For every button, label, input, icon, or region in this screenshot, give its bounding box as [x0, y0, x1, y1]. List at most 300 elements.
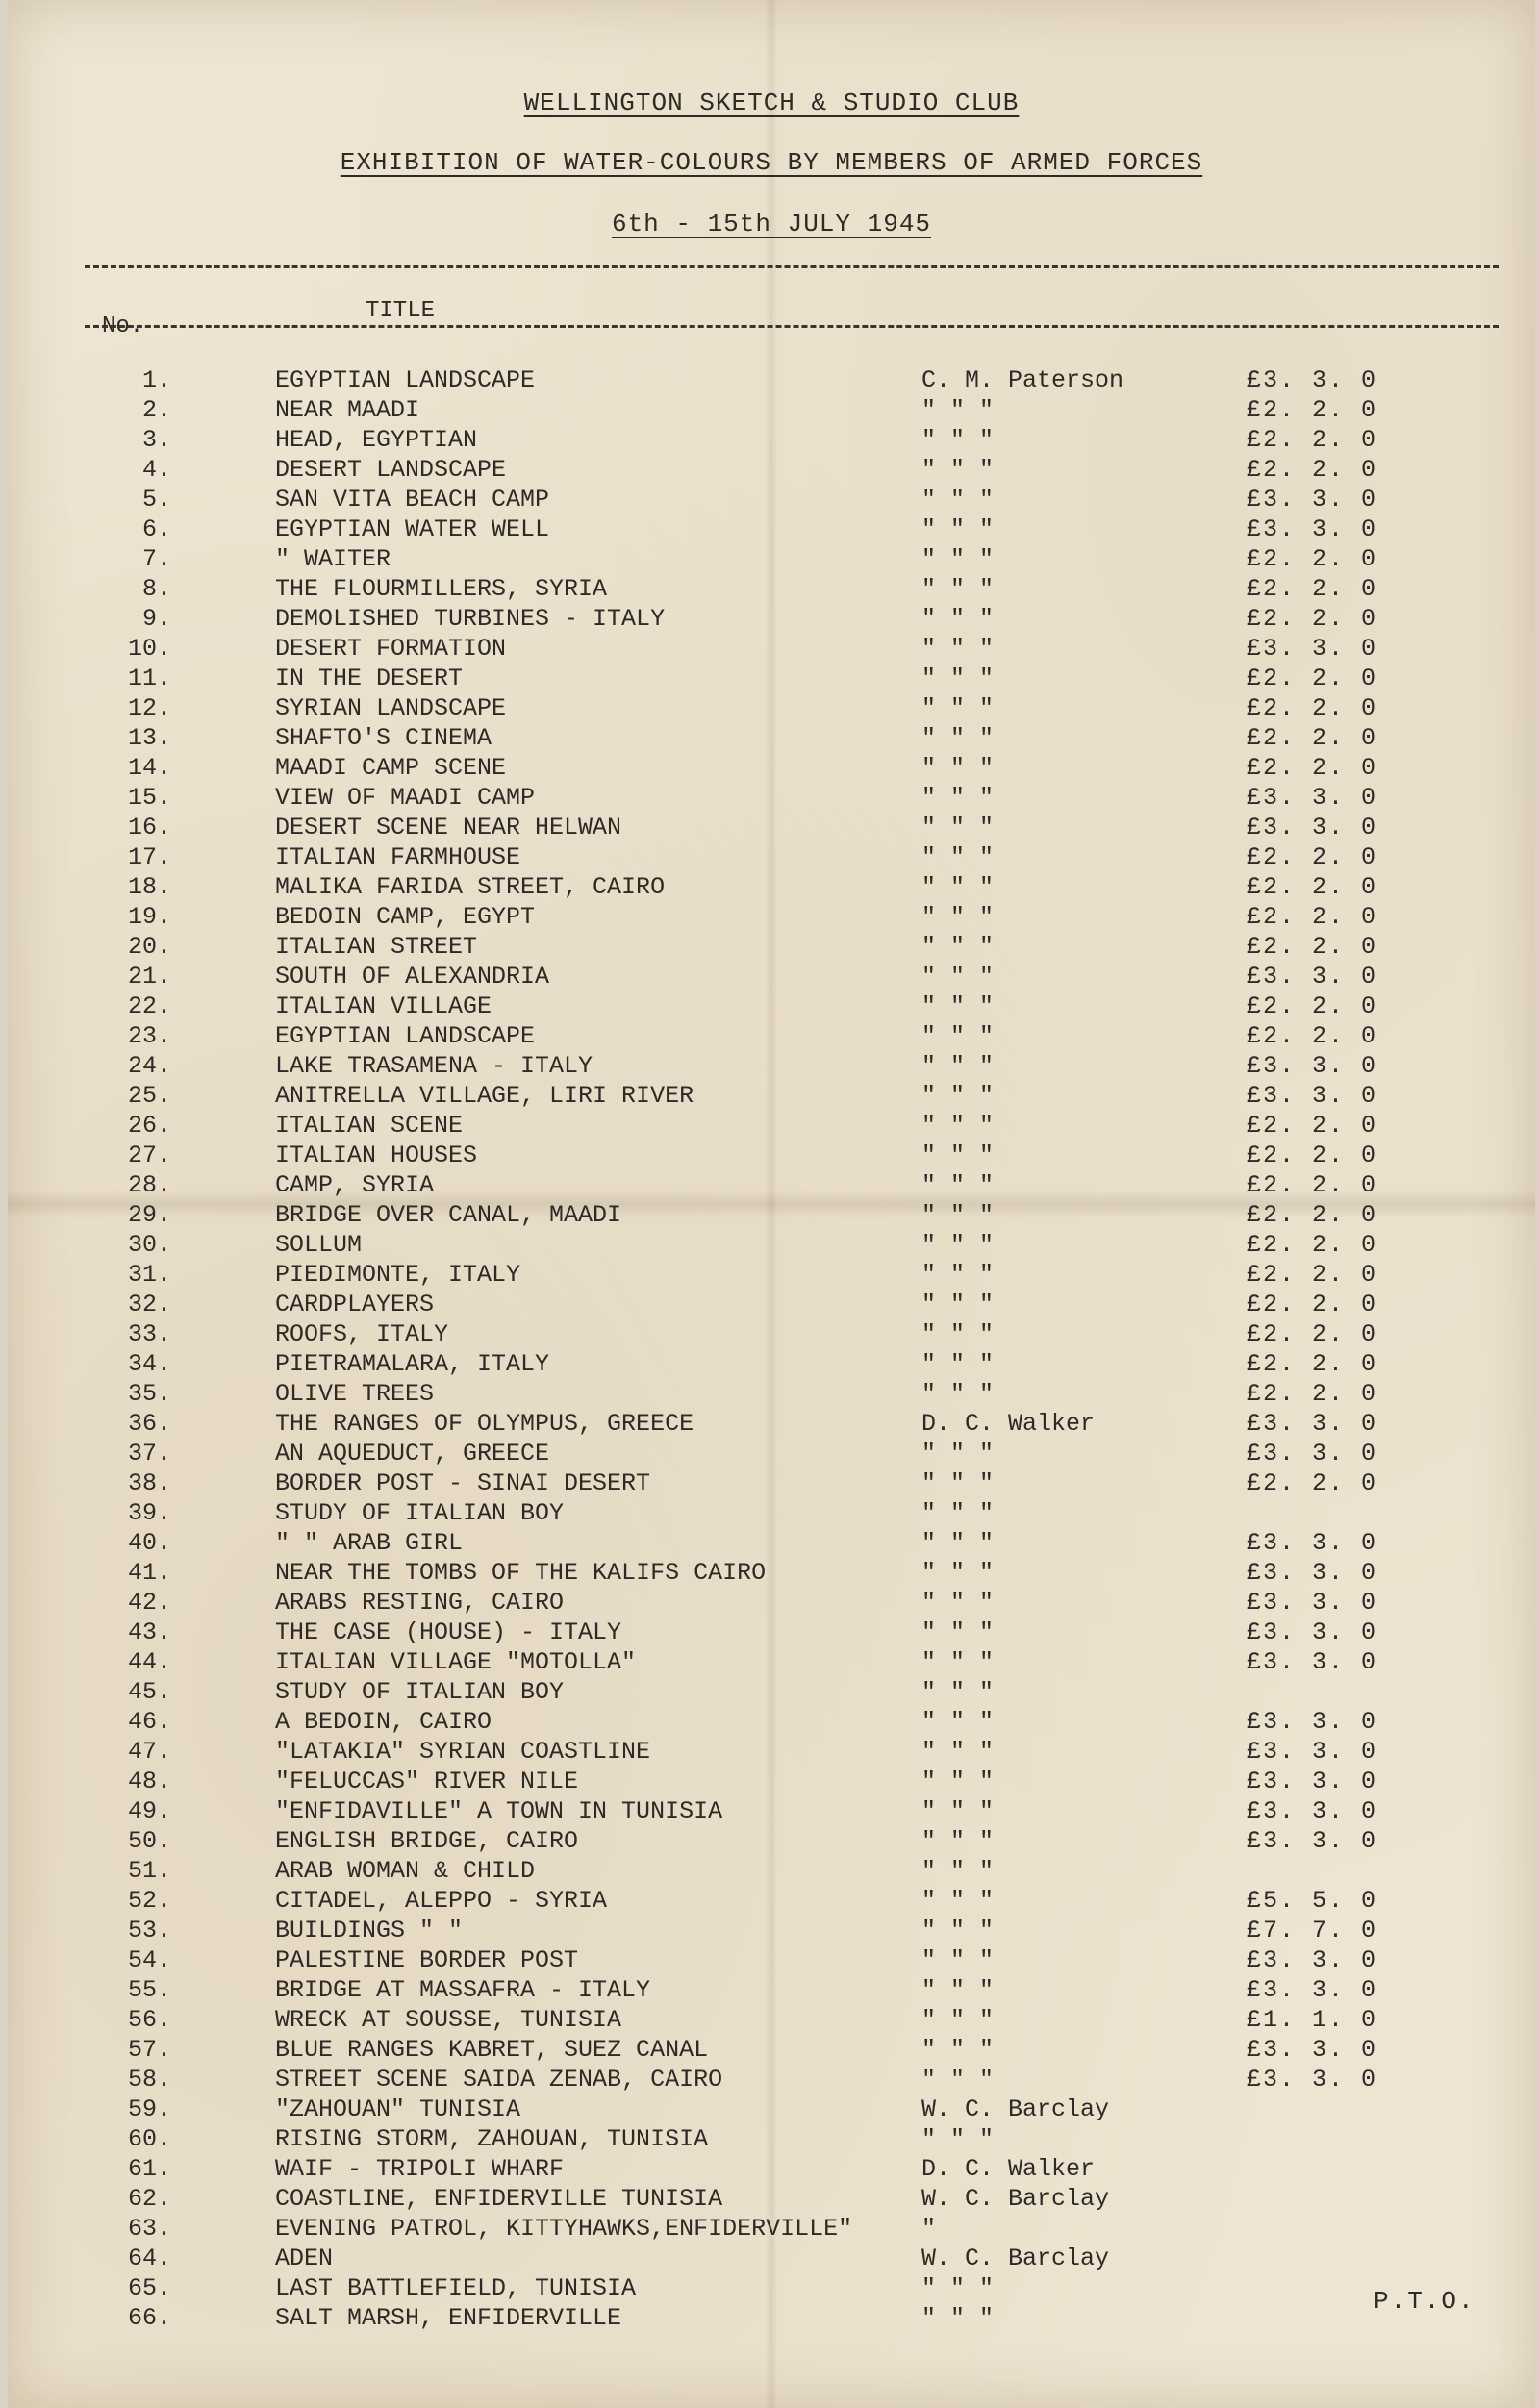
exhibit-price: £3. 3. 0 — [1247, 366, 1378, 394]
exhibit-artist: " " " — [921, 963, 995, 991]
exhibit-artist: " " " — [921, 694, 995, 722]
exhibit-row — [8, 1230, 1535, 1260]
exhibit-title: PIETRAMALARA, ITALY — [275, 1350, 550, 1378]
exhibit-title: ARAB WOMAN & CHILD — [275, 1857, 536, 1885]
exhibit-title: HEAD, EGYPTIAN — [275, 426, 478, 454]
exhibit-number: 59. — [127, 2095, 171, 2123]
exhibit-title: SALT MARSH, ENFIDERVILLE — [275, 2304, 622, 2332]
exhibit-row — [8, 902, 1535, 932]
exhibit-row — [8, 1767, 1535, 1796]
exhibit-row — [8, 2154, 1535, 2184]
exhibit-price: £3. 3. 0 — [1247, 1648, 1378, 1676]
exhibit-artist: " " " — [921, 1499, 995, 1527]
exhibit-price: £3. 3. 0 — [1247, 1410, 1378, 1438]
exhibit-title: BRIDGE AT MASSAFRA - ITALY — [275, 1976, 651, 2004]
exhibit-price: £3. 3. 0 — [1247, 1529, 1378, 1557]
exhibit-number: 34. — [127, 1350, 171, 1378]
exhibit-price: £2. 2. 0 — [1247, 724, 1378, 752]
exhibit-artist: " " " — [921, 2304, 995, 2332]
exhibit-number: 33. — [127, 1320, 171, 1348]
exhibit-price: £2. 2. 0 — [1247, 605, 1378, 633]
exhibit-title: ENGLISH BRIDGE, CAIRO — [275, 1827, 579, 1855]
please-turn-over-note: P.T.O. — [1374, 2287, 1476, 2316]
exhibit-row — [8, 2184, 1535, 2214]
exhibit-row — [8, 1826, 1535, 1856]
exhibit-artist: " " " — [921, 456, 995, 484]
exhibit-number: 38. — [127, 1469, 171, 1497]
exhibit-price: £3. 3. 0 — [1247, 1768, 1378, 1795]
exhibit-artist: " " " — [921, 1291, 995, 1318]
exhibit-price: £3. 3. 0 — [1247, 1738, 1378, 1766]
exhibit-title: DESERT LANDSCAPE — [275, 456, 507, 484]
exhibit-row — [8, 1051, 1535, 1081]
exhibit-row — [8, 1796, 1535, 1826]
exhibit-artist: " " " — [921, 814, 995, 841]
exhibit-price: £3. 3. 0 — [1247, 1708, 1378, 1736]
exhibit-price: £3. 3. 0 — [1247, 1976, 1378, 2004]
exhibit-row — [8, 1260, 1535, 1290]
exhibit-artist: " " " — [921, 843, 995, 871]
exhibit-row — [8, 723, 1535, 753]
exhibit-title: CITADEL, ALEPPO - SYRIA — [275, 1887, 608, 1915]
exhibit-price: £2. 2. 0 — [1247, 1201, 1378, 1229]
exhibit-price: £3. 3. 0 — [1247, 1797, 1378, 1825]
exhibit-artist: " " " — [921, 724, 995, 752]
column-header-no: No. — [102, 314, 144, 339]
exhibit-row — [8, 1677, 1535, 1707]
divider-header — [85, 325, 1499, 328]
exhibit-price: £3. 3. 0 — [1247, 1052, 1378, 1080]
exhibit-artist: " " " — [921, 1559, 995, 1587]
exhibit-number: 61. — [127, 2155, 171, 2183]
exhibit-row — [8, 1141, 1535, 1170]
exhibit-row — [8, 2065, 1535, 2094]
exhibit-title: "ZAHOUAN" TUNISIA — [275, 2095, 521, 2123]
exhibit-title: NEAR THE TOMBS OF THE KALIFS CAIRO — [275, 1559, 767, 1587]
exhibit-title: ITALIAN FARMHOUSE — [275, 843, 521, 871]
exhibit-row — [8, 1349, 1535, 1379]
exhibit-artist: " " " — [921, 1887, 995, 1915]
exhibit-row — [8, 2273, 1535, 2303]
exhibit-price: £3. 3. 0 — [1247, 2066, 1378, 2094]
exhibit-number: 16. — [127, 814, 171, 841]
exhibit-price: £2. 2. 0 — [1247, 575, 1378, 603]
exhibit-artist: " " " — [921, 1589, 995, 1617]
exhibit-price: £2. 2. 0 — [1247, 694, 1378, 722]
exhibit-price: £2. 2. 0 — [1247, 1171, 1378, 1199]
exhibit-row — [8, 1618, 1535, 1647]
exhibit-row — [8, 693, 1535, 723]
exhibit-row — [8, 1945, 1535, 1975]
exhibit-title: MALIKA FARIDA STREET, CAIRO — [275, 873, 666, 901]
exhibit-title: DEMOLISHED TURBINES - ITALY — [275, 605, 666, 633]
exhibit-price: £3. 3. 0 — [1247, 1618, 1378, 1646]
exhibit-artist: C. M. Paterson — [921, 366, 1124, 394]
exhibit-number: 23. — [127, 1022, 171, 1050]
exhibit-row — [8, 753, 1535, 783]
exhibit-artist: " " " — [921, 1141, 995, 1169]
exhibit-title: ITALIAN HOUSES — [275, 1141, 478, 1169]
exhibit-artist: " " " — [921, 992, 995, 1020]
exhibit-artist: " " " — [921, 2066, 995, 2094]
exhibit-number: 4. — [141, 456, 171, 484]
exhibit-number: 35. — [127, 1380, 171, 1408]
exhibit-artist: " " " — [921, 575, 995, 603]
exhibit-artist: " " " — [921, 515, 995, 543]
exhibit-row — [8, 1200, 1535, 1230]
exhibit-row — [8, 664, 1535, 693]
exhibit-artist: " " " — [921, 1976, 995, 2004]
exhibit-price: £2. 2. 0 — [1247, 1469, 1378, 1497]
exhibit-row — [8, 2005, 1535, 2035]
exhibit-title: ITALIAN SCENE — [275, 1112, 464, 1140]
exhibit-number: 32. — [127, 1291, 171, 1318]
exhibit-number: 39. — [127, 1499, 171, 1527]
exhibit-artist: " " " — [921, 1946, 995, 1974]
exhibit-row — [8, 783, 1535, 813]
exhibit-number: 15. — [127, 784, 171, 812]
exhibit-price: £5. 5. 0 — [1247, 1887, 1378, 1915]
exhibit-row — [8, 1558, 1535, 1588]
exhibit-number: 47. — [127, 1738, 171, 1766]
exhibit-number: 63. — [127, 2215, 171, 2243]
exhibit-title: ITALIAN STREET — [275, 933, 478, 961]
exhibit-artist: " " " — [921, 486, 995, 514]
exhibit-artist: " " " — [921, 1440, 995, 1467]
exhibit-title: STREET SCENE SAIDA ZENAB, CAIRO — [275, 2066, 723, 2094]
exhibit-number: 8. — [141, 575, 171, 603]
exhibit-artist: " " " — [921, 2274, 995, 2302]
exhibit-price: £2. 2. 0 — [1247, 1261, 1378, 1289]
exhibit-artist: " " " — [921, 1469, 995, 1497]
exhibit-title: RISING STORM, ZAHOUAN, TUNISIA — [275, 2125, 709, 2153]
exhibit-row — [8, 1409, 1535, 1439]
exhibit-artist: " " " — [921, 1827, 995, 1855]
exhibit-number: 57. — [127, 2036, 171, 2064]
exhibit-price: £2. 2. 0 — [1247, 933, 1378, 961]
exhibit-number: 60. — [127, 2125, 171, 2153]
exhibit-row — [8, 813, 1535, 842]
exhibit-number: 44. — [127, 1648, 171, 1676]
exhibit-row — [8, 395, 1535, 425]
exhibit-title: SYRIAN LANDSCAPE — [275, 694, 507, 722]
exhibit-price: £2. 2. 0 — [1247, 1112, 1378, 1140]
exhibit-row — [8, 1916, 1535, 1945]
exhibit-number: 46. — [127, 1708, 171, 1736]
exhibit-number: 6. — [141, 515, 171, 543]
exhibit-artist: " " " — [921, 545, 995, 573]
exhibit-price: £3. 3. 0 — [1247, 784, 1378, 812]
exhibit-row — [8, 485, 1535, 514]
exhibit-title: WRECK AT SOUSSE, TUNISIA — [275, 2006, 622, 2034]
exhibit-number: 40. — [127, 1529, 171, 1557]
exhibit-artist: " " " — [921, 396, 995, 424]
exhibit-row — [8, 2094, 1535, 2124]
exhibit-title: " " ARAB GIRL — [275, 1529, 464, 1557]
exhibit-row — [8, 932, 1535, 962]
exhibit-number: 51. — [127, 1857, 171, 1885]
exhibit-title: ITALIAN VILLAGE "MOTOLLA" — [275, 1648, 637, 1676]
exhibit-title: NEAR MAADI — [275, 396, 420, 424]
exhibit-price: £3. 3. 0 — [1247, 1827, 1378, 1855]
exhibit-title: VIEW OF MAADI CAMP — [275, 784, 536, 812]
exhibit-row — [8, 1528, 1535, 1558]
exhibit-row — [8, 2214, 1535, 2244]
exhibit-number: 22. — [127, 992, 171, 1020]
exhibit-price: £2. 2. 0 — [1247, 1291, 1378, 1318]
exhibit-price: £3. 3. 0 — [1247, 635, 1378, 663]
exhibit-artist: " " " — [921, 784, 995, 812]
exhibit-title: THE FLOURMILLERS, SYRIA — [275, 575, 608, 603]
exhibit-title: ADEN — [275, 2245, 334, 2272]
exhibit-number: 1. — [141, 366, 171, 394]
exhibit-row — [8, 2244, 1535, 2273]
exhibit-price: £2. 2. 0 — [1247, 873, 1378, 901]
exhibit-number: 13. — [127, 724, 171, 752]
exhibit-number: 7. — [141, 545, 171, 573]
exhibit-row — [8, 842, 1535, 872]
exhibit-price: £3. 3. 0 — [1247, 1559, 1378, 1587]
exhibit-row — [8, 991, 1535, 1021]
exhibit-artist: " " " — [921, 2036, 995, 2064]
exhibit-row — [8, 2124, 1535, 2154]
exhibit-artist: " " " — [921, 2125, 995, 2153]
exhibit-artist: " " " — [921, 1618, 995, 1646]
exhibit-number: 20. — [127, 933, 171, 961]
exhibit-number: 29. — [127, 1201, 171, 1229]
exhibit-artist: " " " — [921, 1320, 995, 1348]
exhibit-artist: " " " — [921, 1678, 995, 1706]
exhibit-number: 28. — [127, 1171, 171, 1199]
exhibit-price: £3. 3. 0 — [1247, 515, 1378, 543]
exhibit-artist: " " " — [921, 933, 995, 961]
divider-top — [85, 265, 1499, 268]
exhibit-number: 48. — [127, 1768, 171, 1795]
exhibit-number: 5. — [141, 486, 171, 514]
exhibit-price: £2. 2. 0 — [1247, 426, 1378, 454]
club-title: WELLINGTON SKETCH & STUDIO CLUB — [523, 88, 1020, 117]
exhibit-price: £3. 3. 0 — [1247, 963, 1378, 991]
exhibit-title: SHAFTO'S CINEMA — [275, 724, 492, 752]
exhibit-row — [8, 1975, 1535, 2005]
exhibit-title: CAMP, SYRIA — [275, 1171, 435, 1199]
exhibit-row — [8, 2035, 1535, 2065]
exhibit-row — [8, 1021, 1535, 1051]
exhibit-title: AN AQUEDUCT, GREECE — [275, 1440, 550, 1467]
exhibit-artist: " " " — [921, 605, 995, 633]
exhibit-price: £2. 2. 0 — [1247, 1380, 1378, 1408]
exhibit-number: 49. — [127, 1797, 171, 1825]
exhibit-title: THE CASE (HOUSE) - ITALY — [275, 1618, 622, 1646]
exhibit-row — [8, 1886, 1535, 1916]
exhibit-row — [8, 1856, 1535, 1886]
exhibit-number: 53. — [127, 1917, 171, 1944]
exhibit-artist: " — [921, 2215, 937, 2243]
exhibit-price: £2. 2. 0 — [1247, 1350, 1378, 1378]
exhibit-price: £2. 2. 0 — [1247, 1320, 1378, 1348]
exhibit-title: ITALIAN VILLAGE — [275, 992, 492, 1020]
exhibit-row — [8, 1498, 1535, 1528]
exhibit-price: £2. 2. 0 — [1247, 545, 1378, 573]
exhibit-row — [8, 455, 1535, 485]
exhibit-number: 26. — [127, 1112, 171, 1140]
exhibit-price: £2. 2. 0 — [1247, 992, 1378, 1020]
exhibit-title: BEDOIN CAMP, EGYPT — [275, 903, 536, 931]
exhibit-title: "ENFIDAVILLE" A TOWN IN TUNISIA — [275, 1797, 723, 1825]
exhibit-title: STUDY OF ITALIAN BOY — [275, 1678, 565, 1706]
exhibit-artist: " " " — [921, 1738, 995, 1766]
exhibit-row — [8, 1111, 1535, 1141]
exhibit-artist: D. C. Walker — [921, 1410, 1096, 1438]
exhibit-title: DESERT SCENE NEAR HELWAN — [275, 814, 622, 841]
exhibit-artist: " " " — [921, 1350, 995, 1378]
exhibit-price: £3. 3. 0 — [1247, 1946, 1378, 1974]
exhibit-title: DESERT FORMATION — [275, 635, 507, 663]
exhibition-dates: 6th - 15th JULY 1945 — [611, 210, 932, 238]
exhibit-title: PALESTINE BORDER POST — [275, 1946, 579, 1974]
exhibit-price: £3. 3. 0 — [1247, 1082, 1378, 1110]
exhibit-artist: W. C. Barclay — [921, 2245, 1110, 2272]
exhibit-row — [8, 1647, 1535, 1677]
exhibit-row — [8, 1439, 1535, 1468]
exhibit-price: £2. 2. 0 — [1247, 456, 1378, 484]
exhibit-artist: " " " — [921, 1797, 995, 1825]
exhibit-number: 65. — [127, 2274, 171, 2302]
exhibit-number: 66. — [127, 2304, 171, 2332]
exhibit-row — [8, 634, 1535, 664]
exhibit-number: 45. — [127, 1678, 171, 1706]
exhibit-title: EGYPTIAN LANDSCAPE — [275, 1022, 536, 1050]
exhibit-price: £2. 2. 0 — [1247, 843, 1378, 871]
exhibit-number: 42. — [127, 1589, 171, 1617]
exhibit-title: EGYPTIAN WATER WELL — [275, 515, 550, 543]
exhibit-number: 3. — [141, 426, 171, 454]
exhibit-number: 18. — [127, 873, 171, 901]
exhibit-price: £7. 7. 0 — [1247, 1917, 1378, 1944]
exhibit-number: 17. — [127, 843, 171, 871]
exhibit-price: £2. 2. 0 — [1247, 903, 1378, 931]
exhibit-title: "LATAKIA" SYRIAN COASTLINE — [275, 1738, 651, 1766]
exhibit-number: 62. — [127, 2185, 171, 2213]
exhibit-number: 19. — [127, 903, 171, 931]
exhibit-title: SOUTH OF ALEXANDRIA — [275, 963, 550, 991]
exhibit-number: 9. — [141, 605, 171, 633]
exhibit-artist: " " " — [921, 754, 995, 782]
exhibit-artist: " " " — [921, 1708, 995, 1736]
exhibit-number: 55. — [127, 1976, 171, 2004]
exhibit-title: SOLLUM — [275, 1231, 363, 1259]
exhibit-price: £1. 1. 0 — [1247, 2006, 1378, 2034]
exhibit-number: 56. — [127, 2006, 171, 2034]
exhibit-title: BLUE RANGES KABRET, SUEZ CANAL — [275, 2036, 709, 2064]
exhibit-row — [8, 1379, 1535, 1409]
exhibit-artist: " " " — [921, 1768, 995, 1795]
exhibit-artist: " " " — [921, 1380, 995, 1408]
exhibit-title: CARDPLAYERS — [275, 1291, 435, 1318]
exhibit-row — [8, 1170, 1535, 1200]
exhibit-title: EGYPTIAN LANDSCAPE — [275, 366, 536, 394]
exhibit-number: 21. — [127, 963, 171, 991]
exhibit-row — [8, 1588, 1535, 1618]
exhibit-title: BUILDINGS " " — [275, 1917, 464, 1944]
exhibit-number: 31. — [127, 1261, 171, 1289]
exhibit-row — [8, 574, 1535, 604]
exhibit-price: £2. 2. 0 — [1247, 665, 1378, 692]
exhibit-number: 10. — [127, 635, 171, 663]
exhibit-artist: " " " — [921, 1082, 995, 1110]
exhibit-artist: " " " — [921, 1231, 995, 1259]
exhibit-number: 50. — [127, 1827, 171, 1855]
exhibit-price: £3. 3. 0 — [1247, 814, 1378, 841]
exhibit-title: THE RANGES OF OLYMPUS, GREECE — [275, 1410, 694, 1438]
exhibit-price: £2. 2. 0 — [1247, 1231, 1378, 1259]
exhibit-row — [8, 365, 1535, 395]
exhibit-artist: " " " — [921, 1857, 995, 1885]
exhibit-number: 36. — [127, 1410, 171, 1438]
exhibit-title: LAKE TRASAMENA - ITALY — [275, 1052, 593, 1080]
exhibit-artist: " " " — [921, 426, 995, 454]
exhibit-artist: " " " — [921, 1201, 995, 1229]
exhibit-price: £2. 2. 0 — [1247, 396, 1378, 424]
exhibit-number: 11. — [127, 665, 171, 692]
exhibit-number: 30. — [127, 1231, 171, 1259]
exhibit-title: ROOFS, ITALY — [275, 1320, 449, 1348]
exhibit-number: 43. — [127, 1618, 171, 1646]
exhibit-row — [8, 2303, 1535, 2333]
exhibit-row — [8, 544, 1535, 574]
exhibit-artist: " " " — [921, 665, 995, 692]
exhibit-title: STUDY OF ITALIAN BOY — [275, 1499, 565, 1527]
exhibit-artist: " " " — [921, 903, 995, 931]
exhibition-title: EXHIBITION OF WATER-COLOURS BY MEMBERS OF ARMED FORCES — [340, 148, 1203, 177]
exhibit-number: 12. — [127, 694, 171, 722]
exhibit-row — [8, 1081, 1535, 1111]
exhibit-row — [8, 1319, 1535, 1349]
exhibit-title: SAN VITA BEACH CAMP — [275, 486, 550, 514]
exhibit-number: 14. — [127, 754, 171, 782]
exhibit-title: COASTLINE, ENFIDERVILLE TUNISIA — [275, 2185, 723, 2213]
column-header-title: TITLE — [366, 298, 436, 324]
exhibit-number: 54. — [127, 1946, 171, 1974]
exhibit-artist: " " " — [921, 873, 995, 901]
exhibit-title: BRIDGE OVER CANAL, MAADI — [275, 1201, 622, 1229]
exhibit-price: £2. 2. 0 — [1247, 1022, 1378, 1050]
exhibit-artist: " " " — [921, 1171, 995, 1199]
exhibit-row — [8, 872, 1535, 902]
exhibit-artist: D. C. Walker — [921, 2155, 1096, 2183]
exhibit-number: 24. — [127, 1052, 171, 1080]
paper-sheet — [8, 0, 1535, 2408]
exhibit-title: LAST BATTLEFIELD, TUNISIA — [275, 2274, 637, 2302]
exhibit-row — [8, 514, 1535, 544]
exhibit-title: MAADI CAMP SCENE — [275, 754, 507, 782]
exhibit-price: £3. 3. 0 — [1247, 1589, 1378, 1617]
exhibit-artist: " " " — [921, 1261, 995, 1289]
exhibit-title: A BEDOIN, CAIRO — [275, 1708, 492, 1736]
exhibit-title: " WAITER — [275, 545, 391, 573]
exhibit-price: £2. 2. 0 — [1247, 1141, 1378, 1169]
exhibit-artist: " " " — [921, 1112, 995, 1140]
exhibit-artist: " " " — [921, 1022, 995, 1050]
exhibit-title: ARABS RESTING, CAIRO — [275, 1589, 565, 1617]
exhibit-artist: " " " — [921, 1648, 995, 1676]
exhibit-number: 27. — [127, 1141, 171, 1169]
exhibit-title: OLIVE TREES — [275, 1380, 435, 1408]
exhibit-number: 41. — [127, 1559, 171, 1587]
exhibit-row — [8, 1290, 1535, 1319]
exhibit-artist: " " " — [921, 1529, 995, 1557]
exhibit-price: £3. 3. 0 — [1247, 2036, 1378, 2064]
